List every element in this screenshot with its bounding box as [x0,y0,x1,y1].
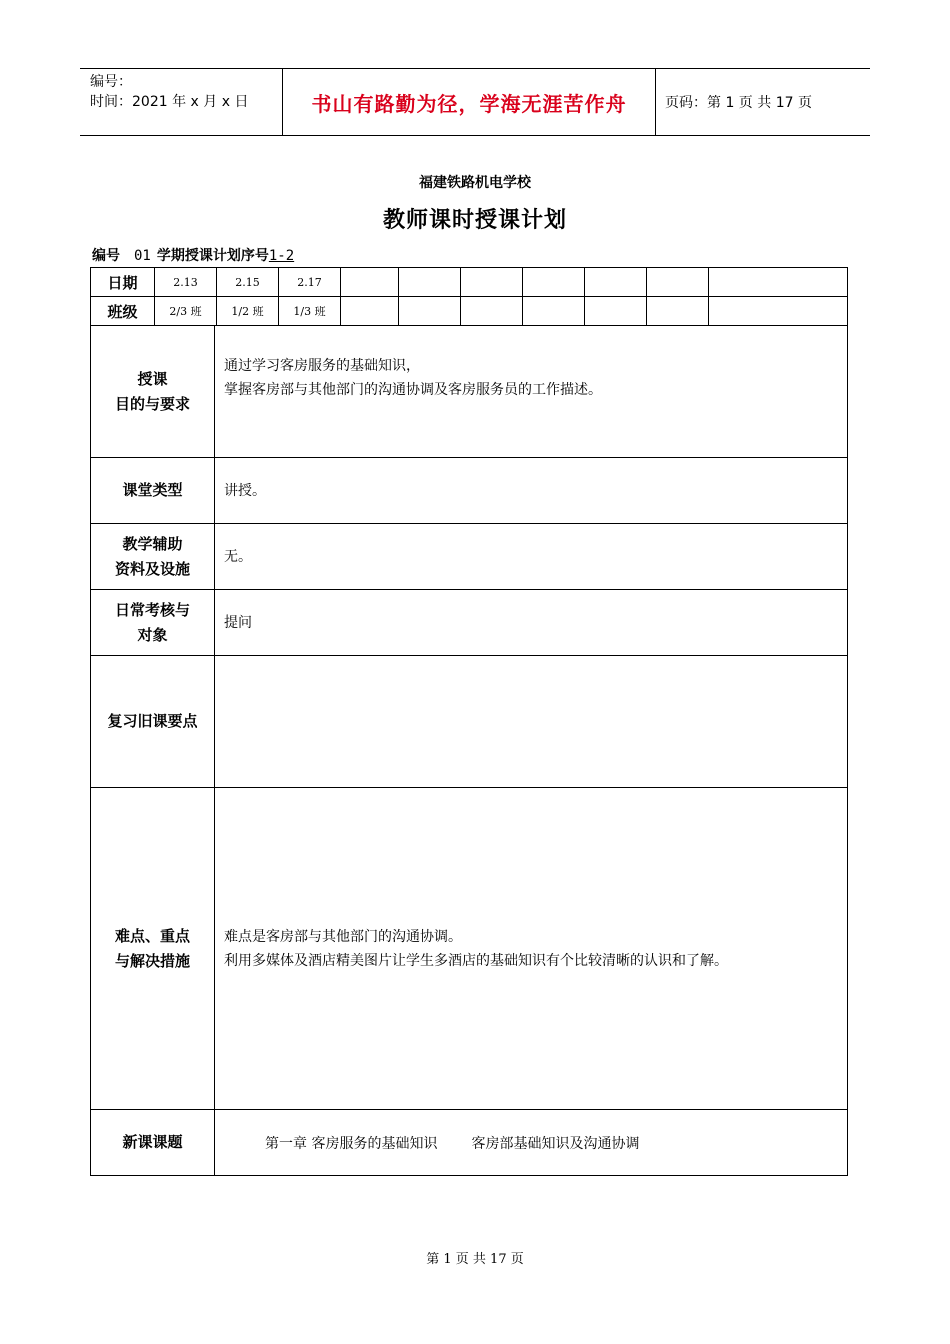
date-cell [523,268,585,297]
date-cell: 2.13 [155,268,217,297]
new-lesson-row [91,1110,848,1176]
purpose-value [215,326,848,458]
date-row-label: 日期 [91,268,155,297]
meta-number-value: 01 [134,248,151,264]
header-motto: 书山有路勤为径，学海无涯苦作舟 [311,91,627,116]
header-page-number: 页码：第 1 页 共 17 页 [665,95,812,111]
school-name: 福建铁路机电学校 [419,175,531,191]
purpose-label-line: 目的与要求 [114,394,190,413]
meta-plan-label: 学期授课计划序号 [156,248,269,264]
aids-label [91,524,215,590]
document-title: 教师课时授课计划 [382,208,567,233]
date-cell [341,268,399,297]
assessment-label-line: 日常考核与 [114,600,190,619]
date-cell [461,268,523,297]
purpose-label-line: 授课 [137,369,168,388]
schedule-table [90,267,848,326]
type-value: 讲授。 [215,458,848,524]
class-cell: 2/3 班 [155,297,217,326]
class-cell [585,297,647,326]
class-cell [461,297,523,326]
review-label: 复习旧课要点 [91,656,215,788]
class-cell [647,297,709,326]
difficulty-text: 利用多媒体及酒店精美图片让学生多酒店的基础知识有个比较清晰的认识和了解。 [224,952,728,969]
page-footer: 第 1 页 共 17 页 [426,1252,524,1267]
header-time: 时间：2021 年 x 月 x 日 [90,94,249,110]
date-cell [647,268,709,297]
purpose-row [91,326,848,458]
header-number: 编号： [90,74,132,90]
new-lesson-section: 客房部基础知识及沟通协调 [471,1135,640,1152]
page-header [80,68,870,136]
aids-label-line: 教学辅助 [122,534,183,553]
aids-row [91,524,848,590]
class-cell: 1/2 班 [217,297,279,326]
class-cell [709,297,848,326]
aids-label-line: 资料及设施 [114,559,190,578]
new-lesson-label: 新课课题 [91,1110,215,1176]
assessment-label [91,590,215,656]
date-cell: 2.15 [217,268,279,297]
class-cell [341,297,399,326]
date-cell: 2.17 [279,268,341,297]
aids-value: 无。 [215,524,848,590]
review-value [215,656,848,788]
difficulty-label [91,788,215,1110]
assessment-row [91,590,848,656]
class-row-label: 班级 [91,297,155,326]
meta-plan-value: 1-2 [268,248,295,264]
difficulty-value [215,788,848,1110]
purpose-text: 掌握客房部与其他部门的沟通协调及客房服务员的工作描述。 [224,382,602,398]
plan-meta [92,245,306,265]
meta-number-label: 编号 [92,248,120,264]
difficulty-label-line: 难点、重点 [114,926,190,945]
new-lesson-chapter: 第一章 客房服务的基础知识 [265,1135,438,1152]
assessment-label-line: 对象 [137,625,168,644]
difficulty-row [91,788,848,1110]
class-row [91,297,848,326]
lesson-plan-table [90,325,848,1176]
date-cell [585,268,647,297]
class-cell [399,297,461,326]
purpose-text: 通过学习客房服务的基础知识， [224,358,420,374]
date-row [91,268,848,297]
purpose-label [91,326,215,458]
type-row [91,458,848,524]
type-label: 课堂类型 [91,458,215,524]
new-lesson-value [215,1110,848,1176]
difficulty-label-line: 与解决措施 [114,951,190,970]
class-cell [523,297,585,326]
class-cell: 1/3 班 [279,297,341,326]
header-info [90,72,248,112]
date-cell [709,268,848,297]
difficulty-text: 难点是客房部与其他部门的沟通协调。 [224,928,462,945]
assessment-value: 提问 [215,590,848,656]
date-cell [399,268,461,297]
header-divider [655,68,656,136]
review-row [91,656,848,788]
